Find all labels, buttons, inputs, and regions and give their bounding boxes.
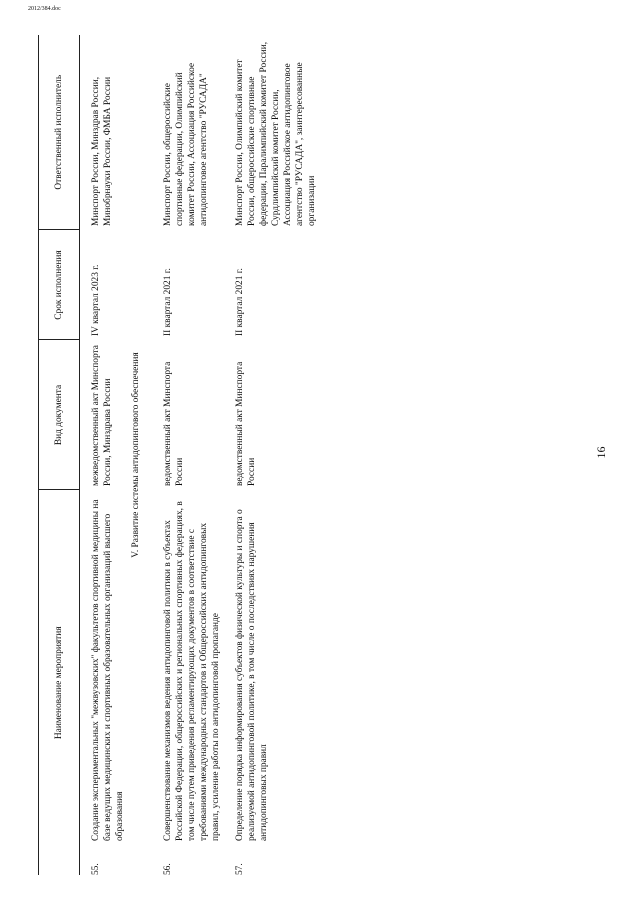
row-spacer <box>152 35 160 875</box>
header-doc-type: Вид документа <box>39 340 80 490</box>
row-responsible: Минспорт России, Олимпийский комитет России, общероссийские спортивные федерации, Паралимпийский комитет России, Сурдлимпийский комитет России, Ассоциация Российское антидопинговое агентство "РУСАДА", заинтересованные организации <box>235 41 317 226</box>
row-deadline: II квартал 2021 г. <box>163 268 173 336</box>
row-doc-type: ведомственный акт Минспорта России <box>235 361 257 486</box>
table-row <box>160 35 224 875</box>
header-row <box>39 35 80 875</box>
header-responsible: Ответственный исполнитель <box>39 35 80 230</box>
row-deadline: IV квартал 2023 г. <box>91 264 101 336</box>
measures-table <box>38 35 320 875</box>
document-id: 2012/384.doc <box>28 6 61 12</box>
page-number: 16 <box>594 446 608 459</box>
table-header <box>39 35 80 875</box>
table-row <box>232 35 320 875</box>
row-doc-type: межведомственный акт Минспорта России, Минздрава России <box>91 345 113 486</box>
rows-before-section <box>80 35 129 875</box>
row-doc-type: ведомственный акт Минспорта России <box>163 361 185 486</box>
row-spacer <box>224 35 232 875</box>
row-number: 57. <box>235 863 245 875</box>
row-responsible: Минспорт России, общероссийские спортивные федерации, Олимпийский комитет России, Ассоциация Российское антидопинговое агентство "РУСАДА" <box>163 62 209 226</box>
row-number: 55. <box>91 863 101 875</box>
section-row <box>128 35 152 875</box>
row-measure-name: Совершенствование механизмов ведения антидопинговой политики в субъектах Российской Федерации, общероссийских и региональных спортивных федерациях, в том числе путем приведения регламентирующих документов в соответствие с требованиями международных стандартов и Общероссийских антидопинговых правил, усиление работы по антидопинговой пропаганде <box>163 501 221 841</box>
row-responsible: Минспорт России, Минздрав России, Минобрнауки России, ФМБА России <box>91 76 113 226</box>
measures-table-wrapper <box>38 35 578 875</box>
table-row <box>88 35 128 875</box>
row-measure-name: Создание экспериментальных "межвузовских" факультетов спортивной медицины на базе ведущих медицинских и спортивных образовательных организаций высшего образования <box>91 499 125 841</box>
rows-after-section <box>152 35 320 875</box>
row-measure-name: Определение порядка информирования субъектов физической культуры и спорта о реализуемой антидопинговой политике, в том числе о последствиях нарушения антидопинговых правил <box>235 509 269 841</box>
row-spacer <box>80 35 89 875</box>
row-number: 56. <box>163 863 173 875</box>
row-deadline: II квартал 2021 г. <box>235 268 245 336</box>
section-title: V. Развитие системы антидопингового обеспечения <box>131 352 141 558</box>
header-deadline: Срок исполнения <box>39 230 80 340</box>
section-block <box>128 35 152 875</box>
header-name: Наименование мероприятия <box>39 490 80 875</box>
